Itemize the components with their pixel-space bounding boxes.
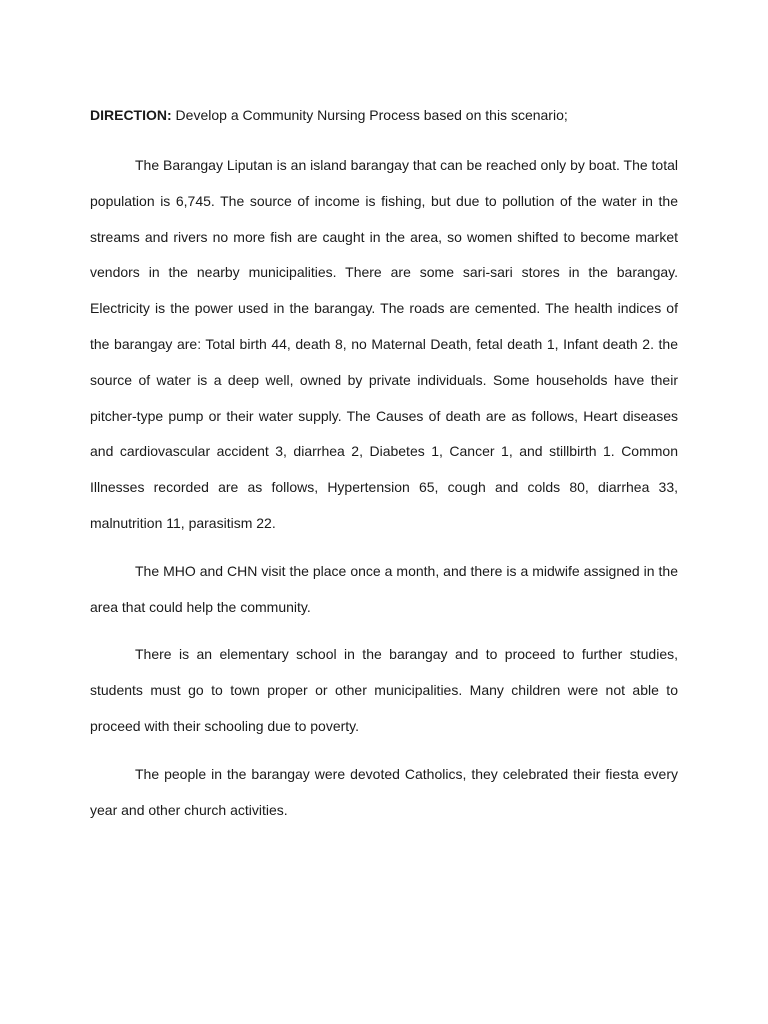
scenario-paragraph-1: The Barangay Liputan is an island barangay that can be reached only by boat. The total population is 6,745. The source of income is fishing, but due to pollution of the water in the streams and rivers no more fish are caught in the area, so women shifted to become market vendors in the nearby municipalities. There are some sari-sari stores in the barangay. Electricity is the power used in the barangay. The roads are cemented. The health indices of the barangay are: Total birth 44, death 8, no Maternal Death, fetal death 1, Infant death 2. the source of water is a deep well, owned by private individuals. Some households have their pitcher-type pump or their water supply. The Causes of death are as follows, Heart diseases and cardiovascular accident 3, diarrhea 2, Diabetes 1, Cancer 1, and stillbirth 1. Common Illnesses recorded are as follows, Hypertension 65, cough and colds 80, diarrhea 33, malnutrition 11, parasitism 22. [90,157,678,531]
scenario-paragraph-2: The MHO and CHN visit the place once a month, and there is a midwife assigned in the area that could help the community. [90,562,678,615]
scenario-paragraph-3: There is an elementary school in the barangay and to proceed to further studies, students must go to town proper or other municipalities. Many children were not able to proceed with their schooling due to poverty. [90,646,678,734]
direction-text: Develop a Community Nursing Process based on this scenario; [171,107,568,123]
scenario-paragraph-4: The people in the barangay were devoted Catholics, they celebrated their fiesta every year and other church activities. [90,765,678,818]
direction-label: DIRECTION: [90,107,172,123]
direction-line [90,104,678,126]
document-page [90,104,678,840]
